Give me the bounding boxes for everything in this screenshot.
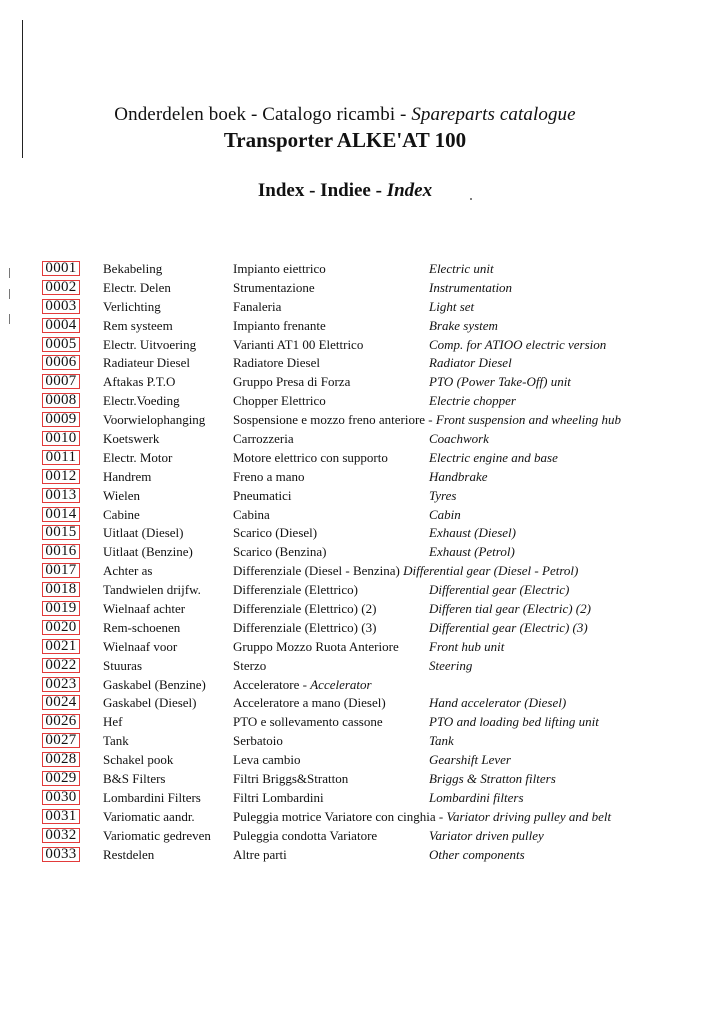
italian-text: Serbatoio [233,733,283,749]
english-label: Exhaust (Petrol) [429,544,515,560]
italian-label [233,260,326,278]
index-row [0,506,724,525]
english-label: Differen tial gear (Electric) (2) [429,601,591,617]
index-row [0,449,724,468]
italian-label [233,638,399,656]
english-label: Front hub unit [429,638,505,654]
italian-label [233,846,287,864]
title-italic: Spareparts catalogue [411,104,576,125]
english-label: Differential gear (Electric) (3) [429,619,588,635]
italian-label [233,789,324,807]
index-row [0,354,724,373]
section-code-box[interactable]: 0011 [42,450,80,465]
english-label: Differential gear (Diesel - Petrol) [403,563,579,579]
english-label: Other components [429,846,525,862]
vehicle-title: Transporter ALKE'AT 100 [223,128,467,152]
italian-text: Differenziale (Diesel - Benzina) [233,563,400,579]
english-label: Cabin [429,506,461,522]
dutch-label: Variomatic aandr. [103,808,195,824]
section-code-box[interactable]: 0019 [42,601,80,616]
index-row [0,732,724,751]
italian-label [233,354,320,372]
italian-text: Motore elettrico con supporto [233,449,388,465]
italian-label [233,317,326,335]
english-label: PTO (Power Take-Off) unit [429,374,571,390]
italian-text: Leva cambio [233,752,301,768]
dutch-label: Aftakas P.T.O [103,374,176,390]
index-heading-plain: Index - Indiee - [257,180,387,201]
italian-label [233,694,386,712]
section-code-box[interactable]: 0022 [42,658,80,673]
dutch-label: Voorwielophanging [103,412,206,428]
title-plain: Onderdelen boek - Catalogo ricambi - [114,104,412,125]
italian-label [233,657,266,675]
english-label: Briggs & Stratton filters [429,771,556,787]
italian-text: Varianti AT1 00 Elettrico [233,336,364,352]
index-row [0,430,724,449]
italian-label [233,468,304,486]
italian-label [233,506,270,524]
dutch-label: Gaskabel (Diesel) [103,695,197,711]
section-code-box[interactable]: 0012 [42,469,80,484]
index-row [0,694,724,713]
italian-label [233,524,317,542]
index-row [0,336,724,355]
index-table [0,260,724,865]
index-row [0,411,724,430]
section-code-box[interactable]: 0021 [42,639,80,654]
index-row [0,373,724,392]
section-code-box[interactable]: 0014 [42,507,80,522]
italian-label [233,298,281,316]
dutch-label: Stuuras [103,657,142,673]
english-label: Coachwork [429,431,489,447]
italian-text: Cabina [233,506,270,522]
italian-label [233,411,621,429]
english-label: Instrumentation [429,279,513,295]
section-code-box[interactable]: 0027 [42,733,80,748]
english-label: Lombardini filters [429,789,524,805]
index-row [0,808,724,827]
english-label: Variator driven pulley [429,827,544,843]
section-code-box[interactable]: 0033 [42,847,80,862]
section-code-box[interactable]: 0004 [42,318,80,333]
italian-label [233,808,611,826]
dutch-label: Tandwielen drijfw. [103,582,201,598]
italian-text: Scarico (Diesel) [233,525,318,541]
section-code-box[interactable]: 0001 [42,261,80,276]
section-code-box[interactable]: 0010 [42,431,80,446]
italian-text: Chopper Elettrico [233,393,326,409]
dutch-label: B&S Filters [103,771,166,787]
dutch-label: Rem systeem [103,317,173,333]
index-row [0,827,724,846]
italian-text: Radiatore Diesel [233,355,320,371]
italian-label [233,581,358,599]
section-code-box[interactable]: 0028 [42,752,80,767]
english-label: Gearshift Lever [429,752,511,768]
section-code-box[interactable]: 0009 [42,412,80,427]
italian-text: Puleggia motrice Variatore con cinghia [233,808,436,824]
italian-label [233,770,348,788]
italian-label [233,487,292,505]
italian-label [233,713,383,731]
dutch-label: Tank [103,733,129,749]
index-row [0,392,724,411]
index-row [0,600,724,619]
english-label: Exhaust (Diesel) [429,525,517,541]
dutch-label: Koetswerk [103,431,160,447]
english-label: Radiator Diesel [429,355,512,371]
english-label: Electric engine and base [429,449,558,465]
italian-text: Fanaleria [233,298,282,314]
italian-label [233,619,376,637]
italian-text: Pneumatici [233,487,292,503]
english-label: Tank [429,733,454,749]
index-row [0,260,724,279]
italian-text: Differenziale (Elettrico) [233,582,358,598]
index-heading-italic: Index [386,180,433,201]
italian-label [233,543,326,561]
dutch-label: Achter as [103,563,153,579]
dutch-label: Wielen [103,487,141,503]
italian-text: Freno a mano [233,468,305,484]
index-row [0,770,724,789]
italian-text: Puleggia condotta Variatore [233,827,378,843]
index-row [0,581,724,600]
italian-text: Sospensione e mozzo freno anteriore [233,412,426,428]
english-label: Differential gear (Electric) [429,582,570,598]
dutch-label: Hef [103,714,123,730]
english-label: Comp. for ATIOO electric version [429,336,607,352]
italian-label [233,279,315,297]
italian-text: Gruppo Presa di Forza [233,374,351,390]
english-label: Brake system [429,317,498,333]
section-code-box[interactable]: 0023 [42,677,80,692]
dutch-label: Rem-schoenen [103,619,181,635]
index-row [0,298,724,317]
english-label: - Variator driving pulley and belt [438,808,612,824]
dutch-label: Wielnaaf voor [103,638,178,654]
index-heading [0,180,690,202]
section-code-box[interactable]: 0030 [42,790,80,805]
dutch-label: Bekabeling [103,261,163,276]
italian-text: Acceleratore - [233,676,311,692]
dutch-label: Schakel pook [103,752,174,768]
english-label: Handbrake [429,468,488,484]
dutch-label: Lombardini Filters [103,789,201,805]
dutch-label: Radiateur Diesel [103,355,190,371]
italian-label [233,449,388,467]
section-code-box[interactable]: 0008 [42,393,80,408]
italian-text: Differenziale (Elettrico) (3) [233,619,377,635]
dutch-label: Gaskabel (Benzine) [103,676,206,692]
italian-text: Impianto eiettrico [233,261,326,276]
section-code-box[interactable]: 0017 [42,563,80,578]
italian-text: Strumentazione [233,279,315,295]
italian-text: Filtri Briggs&Stratton [233,771,349,787]
italian-label [233,392,326,410]
english-label: Hand accelerator (Diesel) [429,695,567,711]
section-code-box[interactable]: 0015 [42,525,80,540]
index-row [0,846,724,865]
section-code-box[interactable]: 0016 [42,544,80,559]
dutch-label: Variomatic gedreven [103,827,211,843]
english-label: PTO and loading bed lifting unit [429,714,599,730]
index-row [0,619,724,638]
italian-label [233,676,372,694]
dutch-label: Wielnaaf achter [103,601,186,617]
english-label: Electric unit [429,261,494,276]
english-label: - Front suspension and wheeling hub [428,412,621,428]
index-row [0,657,724,676]
section-code-box[interactable]: 0024 [42,695,80,710]
italian-text: Acceleratore a mano (Diesel) [233,695,386,711]
italian-text: Differenziale (Elettrico) (2) [233,601,377,617]
italian-label [233,430,294,448]
dutch-label: Electr. Motor [103,449,173,465]
italian-text: Sterzo [233,657,267,673]
dutch-label: Electr. Uitvoering [103,336,197,352]
dutch-label: Cabine [103,506,140,522]
italian-text: PTO e sollevamento cassone [233,714,383,730]
section-code-box[interactable]: 0031 [42,809,80,824]
dutch-label: Electr. Delen [103,279,171,295]
section-code-box[interactable]: 0026 [42,714,80,729]
english-label: Tyres [429,487,457,503]
dutch-label: Electr.Voeding [103,393,180,409]
dutch-label: Handrem [103,468,152,484]
italian-text: Scarico (Benzina) [233,544,327,560]
section-code-box[interactable]: 0032 [42,828,80,843]
italian-text: Impianto frenante [233,317,326,333]
italian-text: Carrozzeria [233,431,294,447]
italian-label [233,373,350,391]
english-label: Light set [429,298,475,314]
index-row [0,751,724,770]
section-code-box[interactable]: 0018 [42,582,80,597]
index-row [0,789,724,808]
section-code-box[interactable]: 0005 [42,337,80,352]
italian-text: Gruppo Mozzo Ruota Anteriore [233,638,399,654]
dutch-label: Verlichting [103,298,161,314]
section-code-box[interactable]: 0003 [42,299,80,314]
italian-inline-english: Accelerator [310,676,372,692]
section-code-box[interactable]: 0007 [42,374,80,389]
dutch-label: Uitlaat (Diesel) [103,525,184,541]
italian-label [233,336,363,354]
italian-text: Altre parti [233,846,287,862]
italian-label [233,732,283,750]
english-label: Electrie chopper [429,393,516,409]
dutch-label: Restdelen [103,846,155,862]
section-code-box[interactable]: 0006 [42,355,80,370]
section-code-box[interactable]: 0013 [42,488,80,503]
section-code-box[interactable]: 0020 [42,620,80,635]
dutch-label: Uitlaat (Benzine) [103,544,193,560]
section-code-box[interactable]: 0029 [42,771,80,786]
index-row [0,562,724,581]
italian-label [233,751,301,769]
italian-label [233,562,578,580]
index-row [0,713,724,732]
english-label: Steering [429,657,473,673]
catalogue-title [0,104,690,126]
index-row [0,279,724,298]
index-row [0,638,724,657]
index-row [0,468,724,487]
index-row [0,543,724,562]
index-row [0,487,724,506]
italian-label [233,600,376,618]
section-code-box[interactable]: 0002 [42,280,80,295]
italian-label [233,827,377,845]
index-row [0,317,724,336]
italian-text: Filtri Lombardini [233,789,324,805]
index-row [0,524,724,543]
index-row [0,676,724,695]
